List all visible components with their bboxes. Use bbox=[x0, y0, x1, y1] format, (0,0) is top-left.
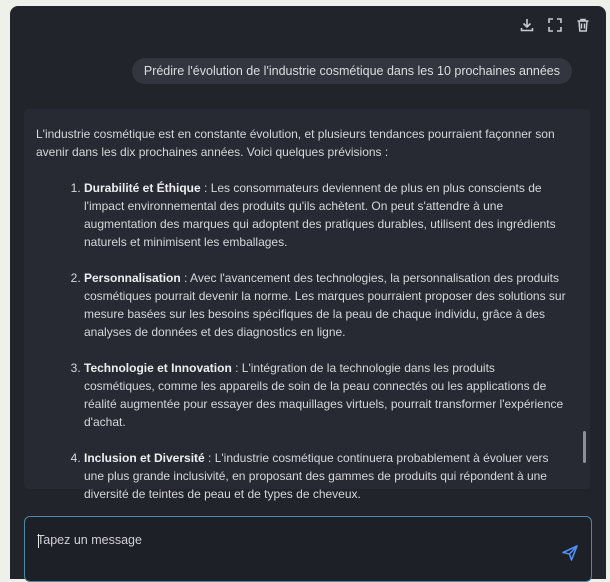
list-item-title: Inclusion et Diversité bbox=[84, 451, 205, 465]
fullscreen-button[interactable] bbox=[546, 16, 564, 34]
text-cursor bbox=[38, 534, 39, 548]
list-item bbox=[84, 179, 568, 251]
assistant-message bbox=[24, 109, 590, 501]
list-item-title: Durabilité et Éthique bbox=[84, 181, 201, 195]
list-item-title: Personnalisation bbox=[84, 271, 181, 285]
message-input[interactable] bbox=[37, 533, 537, 569]
prediction-list bbox=[36, 179, 568, 503]
list-item-text: : L'intégration de la technologie dans les produits cosmétiques, comme les appareils de soin de la peau connectés ou les applications de réalité augmentée pour essayer des maquillages virtuels, pourrait transformer l'expérience d'achat. bbox=[84, 361, 564, 429]
chat-window bbox=[10, 6, 606, 579]
list-item-text: : Avec l'avancement des technologies, la personnalisation des produits cosmétiques pourrait devenir la norme. Les marques pourraient proposer des solutions sur mesure basées sur les besoins spécifiques de la peau de chaque individu, grâce à des analyses de données et des diagnostics en ligne. bbox=[84, 271, 566, 339]
list-item bbox=[84, 359, 568, 431]
list-item bbox=[84, 449, 568, 503]
list-item-text: : Les consommateurs deviennent de plus en plus conscients de l'impact environnemental des produits qu'ils achètent. On peut s'attendre à une augmentation des marques qui adoptent des pratiques durables, utilisent des ingrédients naturels et minimisent les emballages. bbox=[84, 181, 556, 249]
chat-toolbar bbox=[518, 16, 592, 34]
assistant-intro: L'industrie cosmétique est en constante évolution, et plusieurs tendances pourraient façonner son avenir dans les dix prochaines années. Voici quelques prévisions : bbox=[36, 127, 555, 159]
list-item-title: Technologie et Innovation bbox=[84, 361, 232, 375]
trash-icon bbox=[575, 17, 591, 33]
send-icon bbox=[561, 544, 579, 562]
download-button[interactable] bbox=[518, 16, 536, 34]
fullscreen-icon bbox=[547, 17, 563, 33]
send-button[interactable] bbox=[561, 544, 579, 562]
list-item bbox=[84, 269, 568, 341]
download-icon bbox=[519, 17, 535, 33]
delete-button[interactable] bbox=[574, 16, 592, 34]
list-item-text: : L'industrie cosmétique continuera probablement à évoluer vers une plus grande inclusivité, en proposant des gammes de produits qui répondent à une diversité de teintes de peau et de types de cheveux. bbox=[84, 451, 549, 501]
message-composer bbox=[24, 516, 592, 582]
user-message-bubble: Prédire l'évolution de l'industrie cosmétique dans les 10 prochaines années bbox=[132, 58, 572, 84]
scrollbar-thumb[interactable] bbox=[583, 431, 586, 463]
